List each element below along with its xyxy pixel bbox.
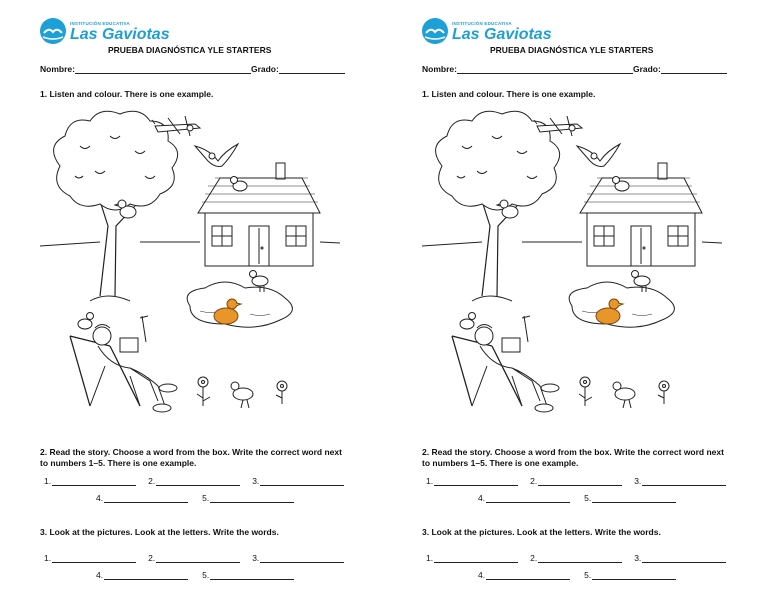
question-1: 1. Listen and colour. There is one example. xyxy=(422,89,596,99)
answer-number: 1. xyxy=(426,553,434,563)
answer-number: 1. xyxy=(44,476,52,486)
grade-field[interactable] xyxy=(279,64,345,74)
answer-blank[interactable] xyxy=(260,476,344,486)
answer-blank[interactable] xyxy=(434,476,518,486)
answer-number: 3. xyxy=(252,476,260,486)
name-label: Nombre: xyxy=(40,64,75,74)
tree-drawing xyxy=(436,111,560,301)
answer-row-2b xyxy=(96,493,294,503)
colouring-scene xyxy=(422,106,722,426)
answer-row-2a xyxy=(44,476,344,486)
flowers-and-bird-drawing xyxy=(197,377,287,408)
answer-blank[interactable] xyxy=(104,570,188,580)
page-title: PRUEBA DIAGNÓSTICA YLE STARTERS xyxy=(108,45,272,55)
flying-bird-drawing xyxy=(577,144,620,166)
worksheet-right xyxy=(382,0,762,594)
question-1: 1. Listen and colour. There is one example. xyxy=(40,89,214,99)
grade-label: Grado: xyxy=(632,64,661,74)
worksheet-left xyxy=(0,0,380,594)
answer-number: 4. xyxy=(478,493,486,503)
student-info-row xyxy=(40,64,345,74)
name-field[interactable] xyxy=(75,64,251,74)
answer-row-3a xyxy=(44,553,344,563)
house-drawing xyxy=(198,163,320,266)
answer-number: 1. xyxy=(44,553,52,563)
answer-blank[interactable] xyxy=(592,493,676,503)
answer-blank[interactable] xyxy=(260,553,344,563)
answer-blank[interactable] xyxy=(434,553,518,563)
answer-number: 3. xyxy=(252,553,260,563)
question-3: 3. Look at the pictures. Look at the letters. Write the words. xyxy=(40,527,279,537)
answer-blank[interactable] xyxy=(538,476,622,486)
answer-blank[interactable] xyxy=(486,493,570,503)
answer-row-2a xyxy=(426,476,726,486)
flowers-and-bird-drawing xyxy=(579,377,669,408)
answer-number: 2. xyxy=(530,476,538,486)
answer-blank[interactable] xyxy=(642,476,726,486)
question-2-line-2: to numbers 1–5. There is one example. xyxy=(40,458,197,468)
grade-field[interactable] xyxy=(661,64,727,74)
answer-blank[interactable] xyxy=(486,570,570,580)
logo-name: Las Gaviotas xyxy=(452,26,552,43)
answer-blank[interactable] xyxy=(538,553,622,563)
answer-row-3a xyxy=(426,553,726,563)
tree-drawing xyxy=(54,111,178,301)
question-2 xyxy=(40,447,342,469)
answer-number: 5. xyxy=(202,493,210,503)
logo-subtitle: INSTITUCIÓN EDUCATIVA xyxy=(70,21,130,26)
page-title: PRUEBA DIAGNÓSTICA YLE STARTERS xyxy=(490,45,654,55)
answer-row-3b xyxy=(478,570,676,580)
seagull-logo-icon xyxy=(40,18,66,44)
answer-row-2b xyxy=(478,493,676,503)
question-2-line-1: 2. Read the story. Choose a word from the box. Write the correct word next xyxy=(422,447,724,457)
name-label: Nombre: xyxy=(422,64,457,74)
flying-bird-drawing xyxy=(195,144,238,166)
answer-blank[interactable] xyxy=(156,553,240,563)
answer-number: 2. xyxy=(148,553,156,563)
answer-number: 4. xyxy=(478,570,486,580)
answer-blank[interactable] xyxy=(210,493,294,503)
question-3: 3. Look at the pictures. Look at the letters. Write the words. xyxy=(422,527,661,537)
grade-label: Grado: xyxy=(250,64,279,74)
colouring-scene xyxy=(40,106,340,426)
answer-blank[interactable] xyxy=(210,570,294,580)
answer-blank[interactable] xyxy=(592,570,676,580)
answer-blank[interactable] xyxy=(642,553,726,563)
man-in-deckchair-drawing xyxy=(452,316,559,412)
question-2-line-1: 2. Read the story. Choose a word from the box. Write the correct word next xyxy=(40,447,342,457)
answer-number: 4. xyxy=(96,493,104,503)
answer-number: 2. xyxy=(530,553,538,563)
name-field[interactable] xyxy=(457,64,633,74)
answer-blank[interactable] xyxy=(52,476,136,486)
man-in-deckchair-drawing xyxy=(70,316,177,412)
answer-number: 4. xyxy=(96,570,104,580)
answer-number: 2. xyxy=(148,476,156,486)
seagull-logo-icon xyxy=(422,18,448,44)
house-drawing xyxy=(580,163,702,266)
answer-blank[interactable] xyxy=(52,553,136,563)
answer-number: 1. xyxy=(426,476,434,486)
student-info-row xyxy=(422,64,727,74)
logo-subtitle: INSTITUCIÓN EDUCATIVA xyxy=(452,21,512,26)
answer-blank[interactable] xyxy=(156,476,240,486)
answer-number: 3. xyxy=(634,553,642,563)
question-2 xyxy=(422,447,724,469)
bird-on-chair-drawing xyxy=(460,313,476,330)
question-2-line-2: to numbers 1–5. There is one example. xyxy=(422,458,579,468)
answer-row-3b xyxy=(96,570,294,580)
answer-number: 3. xyxy=(634,476,642,486)
answer-blank[interactable] xyxy=(104,493,188,503)
answer-number: 5. xyxy=(202,570,210,580)
logo-name: Las Gaviotas xyxy=(70,26,170,43)
bird-on-chair-drawing xyxy=(78,313,94,330)
answer-number: 5. xyxy=(584,493,592,503)
answer-number: 5. xyxy=(584,570,592,580)
